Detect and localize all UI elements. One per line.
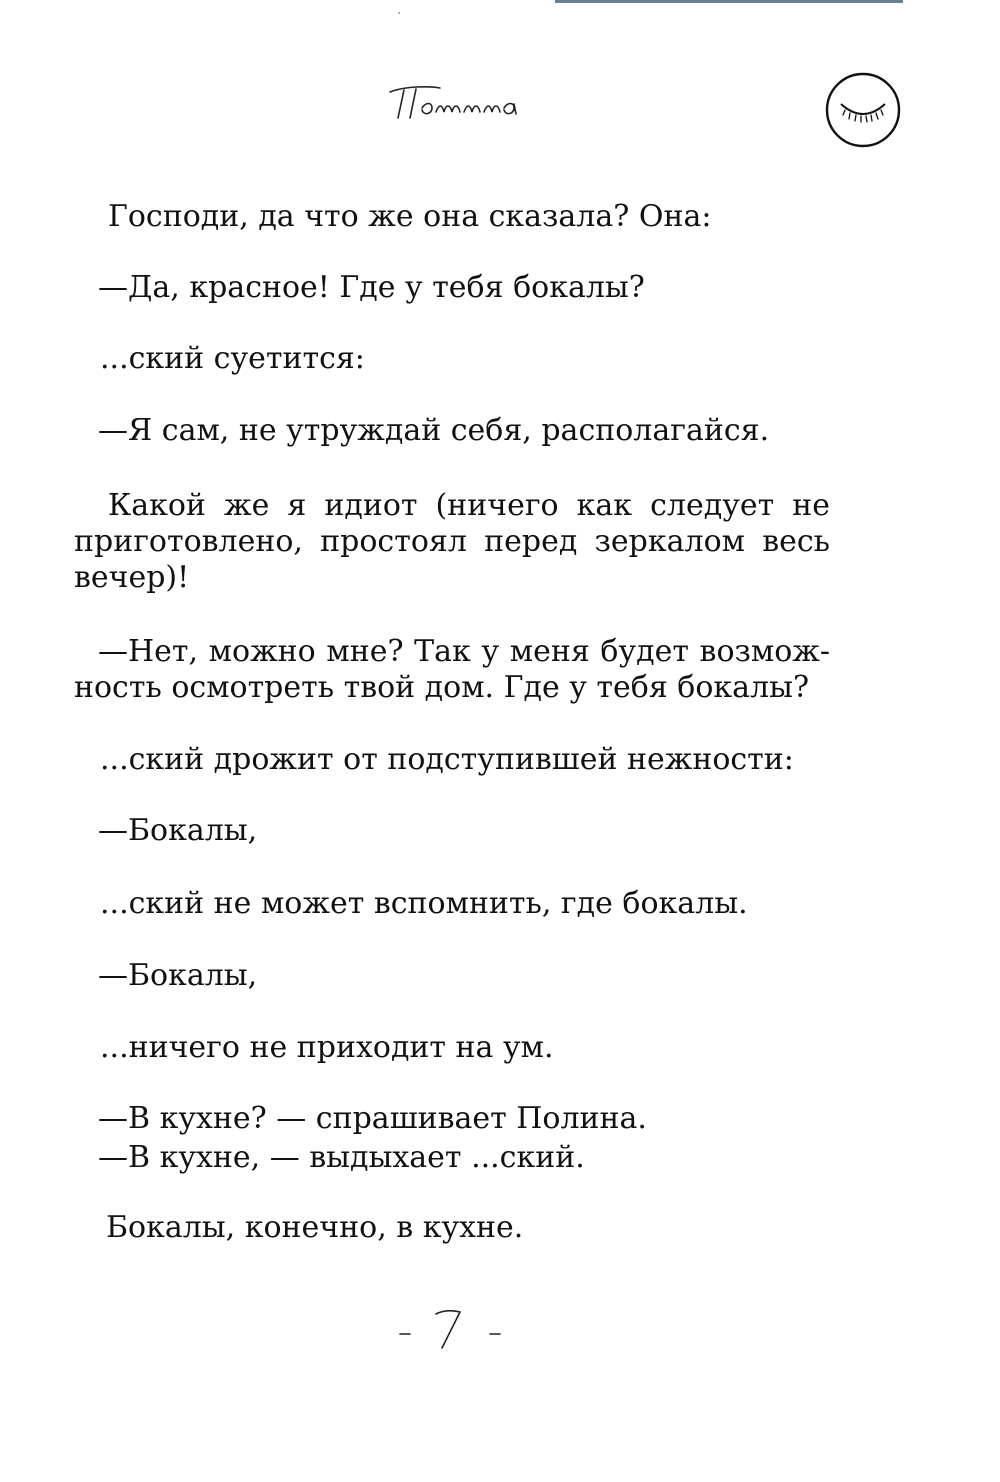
paragraph-line: приготовлено, простоял перед зеркалом весь: [74, 524, 830, 559]
paragraph: ...ский суетится:: [100, 341, 365, 376]
closed-eye-icon: [823, 70, 903, 150]
dialogue-line: —Нет, можно мне? Так у меня будет возмож-: [98, 634, 830, 669]
dialogue-line: ность осмотреть твой дом. Где у тебя бокалы?: [74, 670, 810, 705]
paragraph-multiline: [74, 488, 830, 596]
dialogue-multiline: [74, 634, 830, 706]
dialogue-line: —Да, красное! Где у тебя бокалы?: [98, 270, 645, 305]
paragraph: ...ский не может вспомнить, где бокалы.: [100, 886, 748, 921]
dialogue-line: —Бокалы,: [98, 813, 258, 848]
dialogue-line: —Я сам, не утруждай себя, располагайся.: [98, 413, 770, 448]
page-number: [380, 1300, 520, 1360]
speck: [398, 12, 400, 14]
paragraph-line: вечер)!: [74, 560, 190, 595]
dialogue-line: —В кухне, — выдыхает ...ский.: [98, 1140, 585, 1175]
dialogue-line: —Бокалы,: [98, 958, 258, 993]
paragraph: Бокалы, конечно, в кухне.: [106, 1210, 524, 1245]
top-edge-rule: [555, 0, 903, 3]
paragraph: ...ский дрожит от подступившей нежности:: [100, 742, 794, 777]
paragraph-line: Какой же я идиот (ничего как следует не: [108, 488, 830, 523]
paragraph: ...ничего не приходит на ум.: [100, 1030, 554, 1065]
page-header-title: [370, 72, 540, 132]
dialogue-line: —В кухне? — спрашивает Полина.: [98, 1101, 647, 1136]
paragraph: Господи, да что же она сказала? Она:: [108, 199, 712, 234]
